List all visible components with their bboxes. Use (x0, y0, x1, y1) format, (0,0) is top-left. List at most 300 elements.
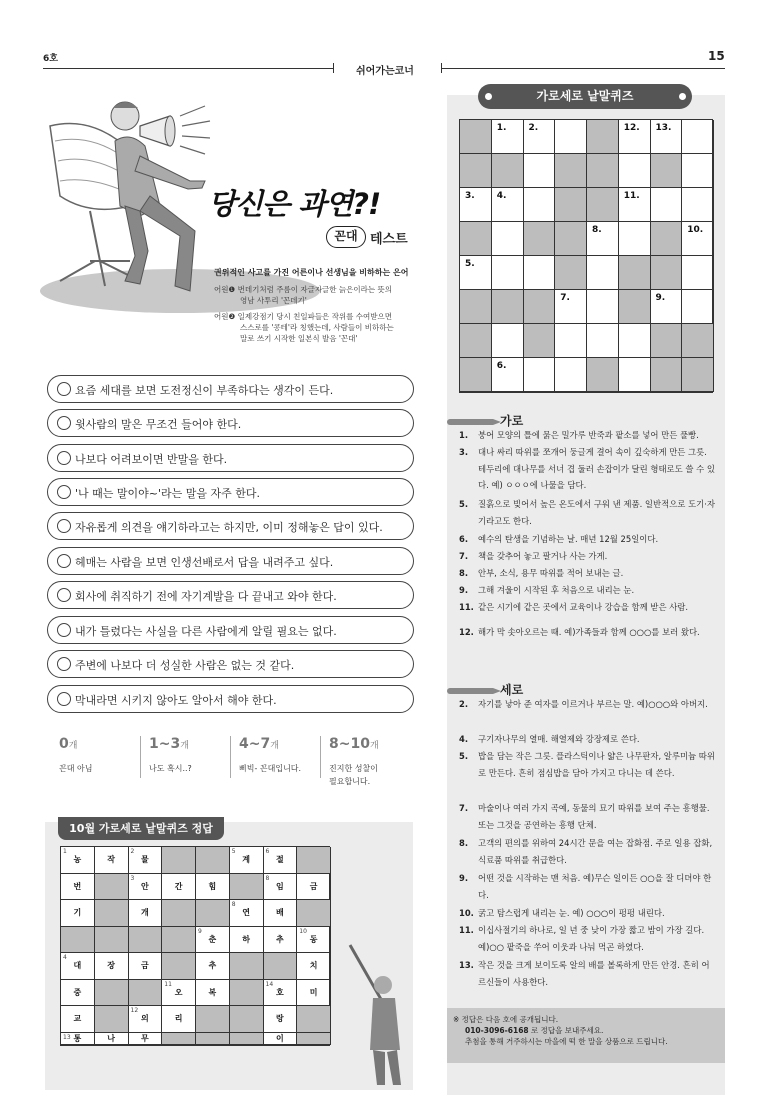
clue-item (459, 922, 717, 955)
answer-cell-number: 4 (63, 954, 67, 961)
clue-text: 책을 갖추어 놓고 팔거나 사는 가게. (478, 551, 608, 561)
crossword-cell-blocked (524, 324, 556, 358)
answer-cell-letter: 힘 (208, 881, 217, 891)
page-number-right: 15 (708, 49, 725, 63)
crossword-cell-blocked (555, 222, 587, 256)
header-rule-left (43, 68, 333, 69)
answer-cell-number: 12 (130, 1007, 139, 1014)
answer-cell-number: 14 (265, 980, 274, 988)
clue-item (459, 957, 717, 990)
answer-cell-blocked (162, 1033, 196, 1045)
checkbox-circle[interactable] (57, 382, 71, 396)
crossword-cell[interactable] (619, 188, 651, 222)
crossword-cell-blocked (619, 256, 651, 290)
answer-cell-number: 6 (265, 848, 270, 855)
crossword-cell[interactable] (492, 188, 524, 222)
clue-text: 이십사절기의 하나로, 일 년 중 낮이 가장 짧고 밤이 가장 길다. 예)○○ 팥죽을 쑤어 이웃과 나눠 먹곤 하였다. (478, 925, 705, 952)
answer-cell (95, 1033, 129, 1045)
answer-cell (264, 900, 298, 927)
definition-title: 권위적인 사고를 가진 어른이나 선생님을 비하하는 은어 (214, 268, 409, 277)
clue-item (459, 531, 717, 548)
crossword-cell-number: 7. (560, 293, 570, 303)
answer-cell-letter: 계 (242, 855, 250, 865)
answer-notice (447, 1008, 725, 1063)
clue-item (459, 427, 717, 444)
answer-cell-blocked (95, 874, 129, 901)
answer-cell (95, 847, 129, 874)
clue-number: 5. (459, 751, 469, 761)
feature-title: 당신은 과연?! (208, 187, 381, 221)
crossword-cell-blocked (651, 222, 683, 256)
crossword-cell[interactable] (524, 358, 556, 392)
answer-cell (264, 927, 298, 954)
crossword-cell[interactable] (682, 222, 714, 256)
down-heading: 세로 (500, 683, 524, 697)
answer-cell (196, 874, 230, 901)
answer-cell-number: 11 (164, 980, 172, 988)
answer-cell (129, 1006, 163, 1033)
crossword-cell[interactable] (492, 324, 524, 358)
checkbox-circle[interactable] (57, 451, 71, 465)
clue-text: 굵고 탐스럽게 내리는 눈. 예) ○○○이 펑펑 내린다. (478, 908, 665, 918)
clue-number: 6. (459, 534, 469, 544)
answer-cell-blocked (129, 980, 163, 1007)
checklist-item[interactable] (47, 547, 414, 575)
clue-item (459, 870, 717, 903)
score-divider (320, 736, 321, 778)
answer-cell (129, 900, 163, 927)
answer-cell (162, 874, 196, 901)
score-description: 꼰대 아님 (59, 764, 93, 773)
section-title: 쉬어가는코너 (356, 66, 414, 77)
checklist-item[interactable] (47, 581, 414, 609)
answer-cell-letter: 나 (107, 1033, 115, 1043)
answer-cell (264, 847, 298, 874)
score-range: 1~3개 (149, 736, 189, 752)
clue-item (459, 496, 717, 529)
clue-text: 어떤 것을 시작하는 맨 처음. 예)무슨 일이든 ○○을 잘 디뎌야 한다. (478, 873, 712, 900)
answer-cell-letter: 춘 (208, 934, 217, 944)
answer-cell (95, 953, 129, 980)
crossword-cell-blocked (587, 358, 619, 392)
header-rule-right (441, 68, 725, 69)
answer-cell (230, 847, 264, 874)
answer-cell-blocked (297, 900, 331, 927)
crossword-cell-number: 4. (496, 191, 507, 201)
answer-cell-letter: 오 (174, 987, 183, 997)
checklist-text: 윗사람의 말은 무조건 들어야 한다. (75, 418, 242, 431)
crossword-cell-blocked (524, 290, 556, 324)
checklist-text: '나 때는 말이야~'라는 말을 자주 한다. (75, 487, 261, 500)
answer-cell (264, 874, 298, 901)
clue-number: 1. (459, 430, 469, 440)
crossword-cell[interactable] (619, 358, 651, 392)
answer-cell-letter: 임 (276, 881, 284, 891)
clue-item (459, 548, 717, 565)
clue-text: 해가 막 솟아오르는 때. 예)가족들과 함께 ○○○를 보러 왔다. (478, 627, 700, 637)
answer-cell-blocked (162, 847, 196, 874)
clue-item (459, 582, 717, 599)
pencil-icon (447, 419, 493, 425)
checkbox-circle[interactable] (57, 588, 71, 602)
score-range: 0개 (59, 736, 78, 752)
answer-cell-blocked (61, 927, 95, 954)
answer-cell-blocked (230, 980, 264, 1007)
answer-cell-letter: 간 (174, 881, 183, 891)
clue-item (459, 599, 717, 616)
crossword-cell[interactable] (555, 358, 587, 392)
clue-text: 안부, 소식, 용무 따위를 적어 보내는 글. (478, 568, 624, 578)
answer-cell-letter: 연 (242, 908, 250, 918)
clue-text: 고객의 편의를 위하여 24시간 문을 여는 잡화점. 주로 일용 잡화, 식료품 따위를 취급한다. (478, 838, 713, 865)
feature-subtitle: 테스트 (370, 232, 408, 247)
crossword-cell-blocked (651, 324, 683, 358)
crossword-cell[interactable] (619, 120, 651, 154)
checkbox-circle[interactable] (57, 416, 71, 430)
crossword-cell[interactable] (682, 120, 714, 154)
answer-cell-blocked (196, 1033, 230, 1045)
clue-number: 13. (459, 960, 474, 970)
crossword-cell[interactable] (682, 290, 714, 324)
answer-cell-letter: 랑 (276, 1014, 284, 1024)
clue-number: 8. (459, 838, 469, 848)
clue-text: 예수의 탄생을 기념하는 날. 매년 12월 25일이다. (478, 534, 659, 544)
answer-cell-letter: 이 (276, 1033, 284, 1043)
definition-2-line1: 어원❷ 일제강점기 당시 친일파들은 작위를 수여받으면 (214, 312, 393, 321)
checkbox-circle[interactable] (57, 657, 71, 671)
answer-cell-letter: 추 (208, 961, 217, 971)
clue-item (459, 444, 717, 494)
answer-cell (129, 847, 163, 874)
checklist-text: 나보다 어려보이면 반말을 한다. (75, 453, 228, 466)
crossword-cell-number: 13. (655, 123, 672, 133)
answer-cell-blocked (162, 927, 196, 954)
answer-cell-letter: 무 (141, 1033, 149, 1043)
clue-item (459, 731, 717, 748)
score-description: 진지한 성찰이 필요합니다. (329, 764, 378, 786)
answer-cell (162, 980, 196, 1007)
answer-cell-letter: 작 (107, 855, 115, 865)
clue-number: 7. (459, 803, 469, 813)
crossword-cell[interactable] (492, 358, 524, 392)
answer-cell-letter: 번 (73, 881, 82, 891)
answer-cell-number: 13 (63, 1033, 71, 1041)
definition-1-line2: 영남 사투리 '꼰데기' (240, 296, 307, 305)
crossword-cell[interactable] (651, 120, 683, 154)
answer-cell-letter: 교 (73, 1014, 82, 1024)
answer-cell-letter: 농 (73, 855, 82, 865)
checklist-item[interactable] (47, 478, 414, 506)
definition-2-line3: 말로 쓰기 시작한 일본식 발음 '꼰대' (240, 334, 358, 343)
crossword-cell-number: 5. (465, 259, 475, 269)
answer-cell-number: 2 (130, 848, 135, 855)
answer-cell-letter: 대 (73, 961, 82, 971)
clue-text: 대나 싸리 따위를 쪼개어 둥글게 결어 속이 깊숙하게 만든 그릇. 테두리에 대나무를 서너 겹 둘러 손잡이가 달린 형태로도 쓸 수 있다. 예) ㅇㅇㅇ에 나물을 담다. (478, 447, 715, 490)
crossword-cell[interactable] (524, 120, 556, 154)
crossword-cell[interactable] (555, 120, 587, 154)
crossword-cell-number: 8. (592, 225, 602, 235)
crossword-cell-blocked (651, 256, 683, 290)
clue-text: 질흙으로 빚어서 높은 온도에서 구워 낸 제품. 일반적으로 도기·자기라고도 한다. (478, 499, 715, 526)
answer-cell (129, 874, 163, 901)
crossword-cell[interactable] (492, 256, 524, 290)
crossword-cell[interactable] (682, 154, 714, 188)
checklist-item[interactable] (47, 512, 414, 540)
answer-cell-blocked (129, 927, 163, 954)
checklist-text: 자유롭게 의견을 얘기하라고는 하지만, 이미 정해놓은 답이 있다. (75, 521, 383, 534)
clue-text: 구기자나무의 열매. 해열제와 강장제로 쓴다. (478, 734, 640, 744)
crossword-cell[interactable] (651, 188, 683, 222)
answer-cell-letter: 동 (309, 934, 318, 944)
answer-cell-letter: 추 (276, 934, 284, 944)
clue-number: 2. (459, 699, 469, 709)
checklist-text: 요즘 세대를 보면 도전정신이 부족하다는 생각이 든다. (75, 384, 334, 397)
answer-cell-blocked (196, 900, 230, 927)
clue-number: 4. (459, 734, 469, 744)
answer-grid (60, 846, 330, 1046)
page-number-left: 6호 (43, 54, 58, 64)
clue-text: 작은 것을 크게 보이도록 알의 배를 볼록하게 만든 안경. 흔히 어르신들이 사용한다. (478, 960, 710, 987)
crossword-cell-number: 3. (465, 191, 475, 201)
answer-cell-number: 10 (299, 927, 307, 935)
crossword-cell-blocked (492, 154, 524, 188)
answer-cell-number: 1 (63, 848, 67, 855)
header-tick-left (333, 63, 334, 73)
answer-cell-letter: 금 (141, 961, 149, 971)
crossword-cell-blocked (555, 154, 587, 188)
clue-number: 12. (459, 627, 474, 637)
answer-cell (162, 1006, 196, 1033)
crossword-cell[interactable] (587, 256, 619, 290)
crossword-cell[interactable] (587, 324, 619, 358)
crossword-cell[interactable] (587, 290, 619, 324)
crossword-cell[interactable] (460, 256, 492, 290)
checkbox-circle[interactable] (57, 485, 71, 499)
crossword-cell[interactable] (460, 188, 492, 222)
answer-cell-number: 8 (231, 901, 236, 908)
checkbox-circle[interactable] (57, 519, 71, 533)
answer-cell (61, 1033, 95, 1045)
answer-cell-blocked (196, 847, 230, 874)
clue-item (459, 835, 717, 868)
clue-item (459, 696, 717, 713)
crossword-cell-blocked (555, 188, 587, 222)
answer-cell-letter: 중 (73, 987, 82, 997)
answer-cell (230, 927, 264, 954)
crossword-cell-number: 11. (623, 191, 640, 201)
crossword-cell[interactable] (524, 188, 556, 222)
crossword-cell-blocked (587, 154, 619, 188)
clue-item (459, 565, 717, 582)
crossword-cell-blocked (460, 324, 492, 358)
phone-number: 010-3096-6168 (465, 1026, 529, 1035)
pencil-icon (447, 688, 493, 694)
answer-cell-blocked (297, 1006, 331, 1033)
crossword-cell[interactable] (524, 154, 556, 188)
answer-cell-blocked (297, 1033, 331, 1045)
checklist-text: 헤매는 사람을 보면 인생선배로서 답을 내려주고 싶다. (75, 556, 334, 569)
answer-cell-blocked (95, 980, 129, 1007)
clue-number: 9. (459, 873, 469, 883)
answer-title: 10월 가로세로 낱말퀴즈 정답 (58, 817, 224, 840)
answer-cell-letter: 배 (276, 908, 284, 918)
crossword-cell-blocked (619, 290, 651, 324)
checklist-item[interactable] (47, 375, 414, 403)
notice-line1: ※ 정답은 다음 호에 공개됩니다. (453, 1015, 559, 1024)
crossword-cell[interactable] (555, 290, 587, 324)
crossword-cell[interactable] (555, 324, 587, 358)
definition-1-line1: 어원❶ 번데기처럼 주름이 자글자글한 늙은이라는 뜻의 (214, 285, 393, 294)
answer-cell-blocked (230, 1033, 264, 1045)
checklist-item[interactable] (47, 685, 414, 713)
answer-cell-letter: 치 (309, 961, 318, 971)
answer-cell-number: 9 (198, 927, 202, 935)
checkbox-circle[interactable] (57, 692, 71, 706)
crossword-cell-blocked (555, 256, 587, 290)
checklist-text: 주변에 나보다 더 성실한 사람은 없는 것 같다. (75, 659, 295, 672)
crossword-cell[interactable] (682, 188, 714, 222)
answer-cell-letter: 호 (276, 987, 284, 997)
answer-cell (264, 1006, 298, 1033)
answer-cell-blocked (95, 1006, 129, 1033)
answer-cell (129, 953, 163, 980)
crossword-cell-number: 2. (528, 123, 539, 133)
clue-item (459, 624, 717, 641)
definition-2-line2: 스스로를 '콩테'라 칭했는데, 사람들이 비하하는 (240, 323, 394, 332)
clue-text: 자기를 낳아 준 여자를 이르거나 부르는 말. 예)○○○와 아버지. (478, 699, 708, 709)
clue-item (459, 748, 717, 781)
clue-text: 그해 겨울이 시작된 후 처음으로 내리는 눈. (478, 585, 635, 595)
answer-cell-blocked (297, 847, 331, 874)
clue-number: 7. (459, 551, 469, 561)
checklist-item[interactable] (47, 616, 414, 644)
checkbox-circle[interactable] (57, 623, 71, 637)
crossword-cell-number: 1. (496, 123, 507, 133)
checklist-item[interactable] (47, 650, 414, 678)
crossword-cell[interactable] (524, 256, 556, 290)
score-description: 삐빅- 꼰대입니다. (239, 764, 302, 773)
crossword-cell[interactable] (492, 222, 524, 256)
title-dot-icon (485, 93, 492, 100)
answer-cell-blocked (95, 927, 129, 954)
answer-cell-number: 5 (231, 848, 236, 855)
clue-text: 붕어 모양의 틀에 묽은 밀가루 반죽과 팥소를 넣어 만든 풀빵. (478, 430, 699, 440)
crossword-cell-blocked (587, 120, 619, 154)
crossword-cell[interactable] (619, 154, 651, 188)
crossword-cell[interactable] (587, 222, 619, 256)
answer-cell (230, 900, 264, 927)
crossword-cell[interactable] (619, 324, 651, 358)
checklist-item[interactable] (47, 409, 414, 437)
clue-item (459, 905, 717, 922)
crossword-cell-blocked (492, 290, 524, 324)
answer-cell-blocked (264, 953, 298, 980)
answer-cell-letter: 개 (141, 908, 149, 918)
answer-cell-blocked (95, 900, 129, 927)
crossword-cell-blocked (682, 324, 714, 358)
notice-line3: 추첨을 통해 거주하시는 마을에 떡 한 말을 상품으로 드립니다. (465, 1037, 668, 1046)
checklist-item[interactable] (47, 444, 414, 472)
crossword-cell-blocked (651, 154, 683, 188)
answer-cell (297, 980, 331, 1007)
answer-cell (297, 927, 331, 954)
answer-cell (297, 874, 331, 901)
checklist-text: 내가 틀렸다는 사실을 다른 사람에게 알릴 필요는 없다. (75, 625, 337, 638)
crossword-cell[interactable] (492, 120, 524, 154)
clue-text: 마술이나 여러 가지 곡예, 동물의 묘기 따위를 보여 주는 흥행물. 또는 그것을 공연하는 흥행 단체. (478, 803, 710, 830)
checklist-text: 회사에 취직하기 전에 자기계발을 다 끝내고 와야 한다. (75, 590, 337, 603)
crossword-cell-blocked (460, 290, 492, 324)
score-range: 4~7개 (239, 736, 279, 752)
answer-cell-blocked (230, 874, 264, 901)
crossword-cell-blocked (460, 222, 492, 256)
checkbox-circle[interactable] (57, 554, 71, 568)
answer-cell-letter: 복 (208, 987, 217, 997)
crossword-cell-number: 9. (655, 293, 666, 303)
answer-cell (264, 980, 298, 1007)
answer-cell (61, 900, 95, 927)
clue-number: 8. (459, 568, 469, 578)
across-heading: 가로 (500, 414, 524, 428)
crossword-cell-number: 12. (623, 123, 640, 133)
crossword-cell-blocked (460, 358, 492, 392)
crossword-cell[interactable] (651, 290, 683, 324)
person-with-pencil-illustration (345, 940, 415, 1090)
clue-number: 9. (459, 585, 469, 595)
answer-cell-letter: 기 (73, 908, 82, 918)
clue-number: 11. (459, 925, 474, 935)
answer-cell (264, 1033, 298, 1045)
answer-cell (61, 874, 95, 901)
answer-cell-letter: 미 (309, 987, 318, 997)
crossword-cell-number: 6. (496, 361, 507, 371)
answer-cell-blocked (230, 953, 264, 980)
crossword-cell[interactable] (619, 222, 651, 256)
answer-cell (196, 953, 230, 980)
score-divider (230, 736, 231, 778)
crossword-cell-blocked (682, 358, 714, 392)
answer-cell-blocked (196, 1006, 230, 1033)
crossword-cell-blocked (524, 222, 556, 256)
crossword-cell-blocked (587, 188, 619, 222)
answer-cell (61, 847, 95, 874)
crossword-cell-blocked (651, 358, 683, 392)
answer-cell-letter: 물 (141, 855, 149, 865)
clue-number: 3. (459, 447, 469, 457)
answer-cell-letter: 안 (141, 881, 149, 891)
quiz-title: 가로세로 낱말퀴즈 (478, 84, 692, 109)
clue-number: 10. (459, 908, 474, 918)
clue-number: 11. (459, 602, 474, 612)
title-dot-icon (679, 93, 686, 100)
answer-cell (196, 927, 230, 954)
answer-cell-letter: 리 (174, 1014, 183, 1024)
answer-cell-letter: 절 (276, 855, 284, 865)
answer-cell-letter: 장 (107, 961, 115, 971)
crossword-grid (459, 119, 713, 393)
crossword-cell[interactable] (682, 256, 714, 290)
answer-cell (129, 1033, 163, 1045)
clue-text: 밥을 담는 작은 그릇. 플라스틱이나 얇은 나무판자, 알루미늄 따위로 만든다. 흔히 점심밥을 담아 가지고 다니는 데 쓴다. (478, 751, 715, 778)
answer-cell (196, 980, 230, 1007)
checklist-text: 막내라면 시키지 않아도 알아서 해야 한다. (75, 694, 277, 707)
notice-line2: 010-3096-6168 로 정답을 보내주세요. (465, 1026, 604, 1035)
answer-cell (61, 1006, 95, 1033)
answer-cell-blocked (162, 953, 196, 980)
answer-cell-letter: 통 (73, 1033, 82, 1043)
score-divider (140, 736, 141, 778)
answer-cell-letter: 하 (242, 934, 250, 944)
